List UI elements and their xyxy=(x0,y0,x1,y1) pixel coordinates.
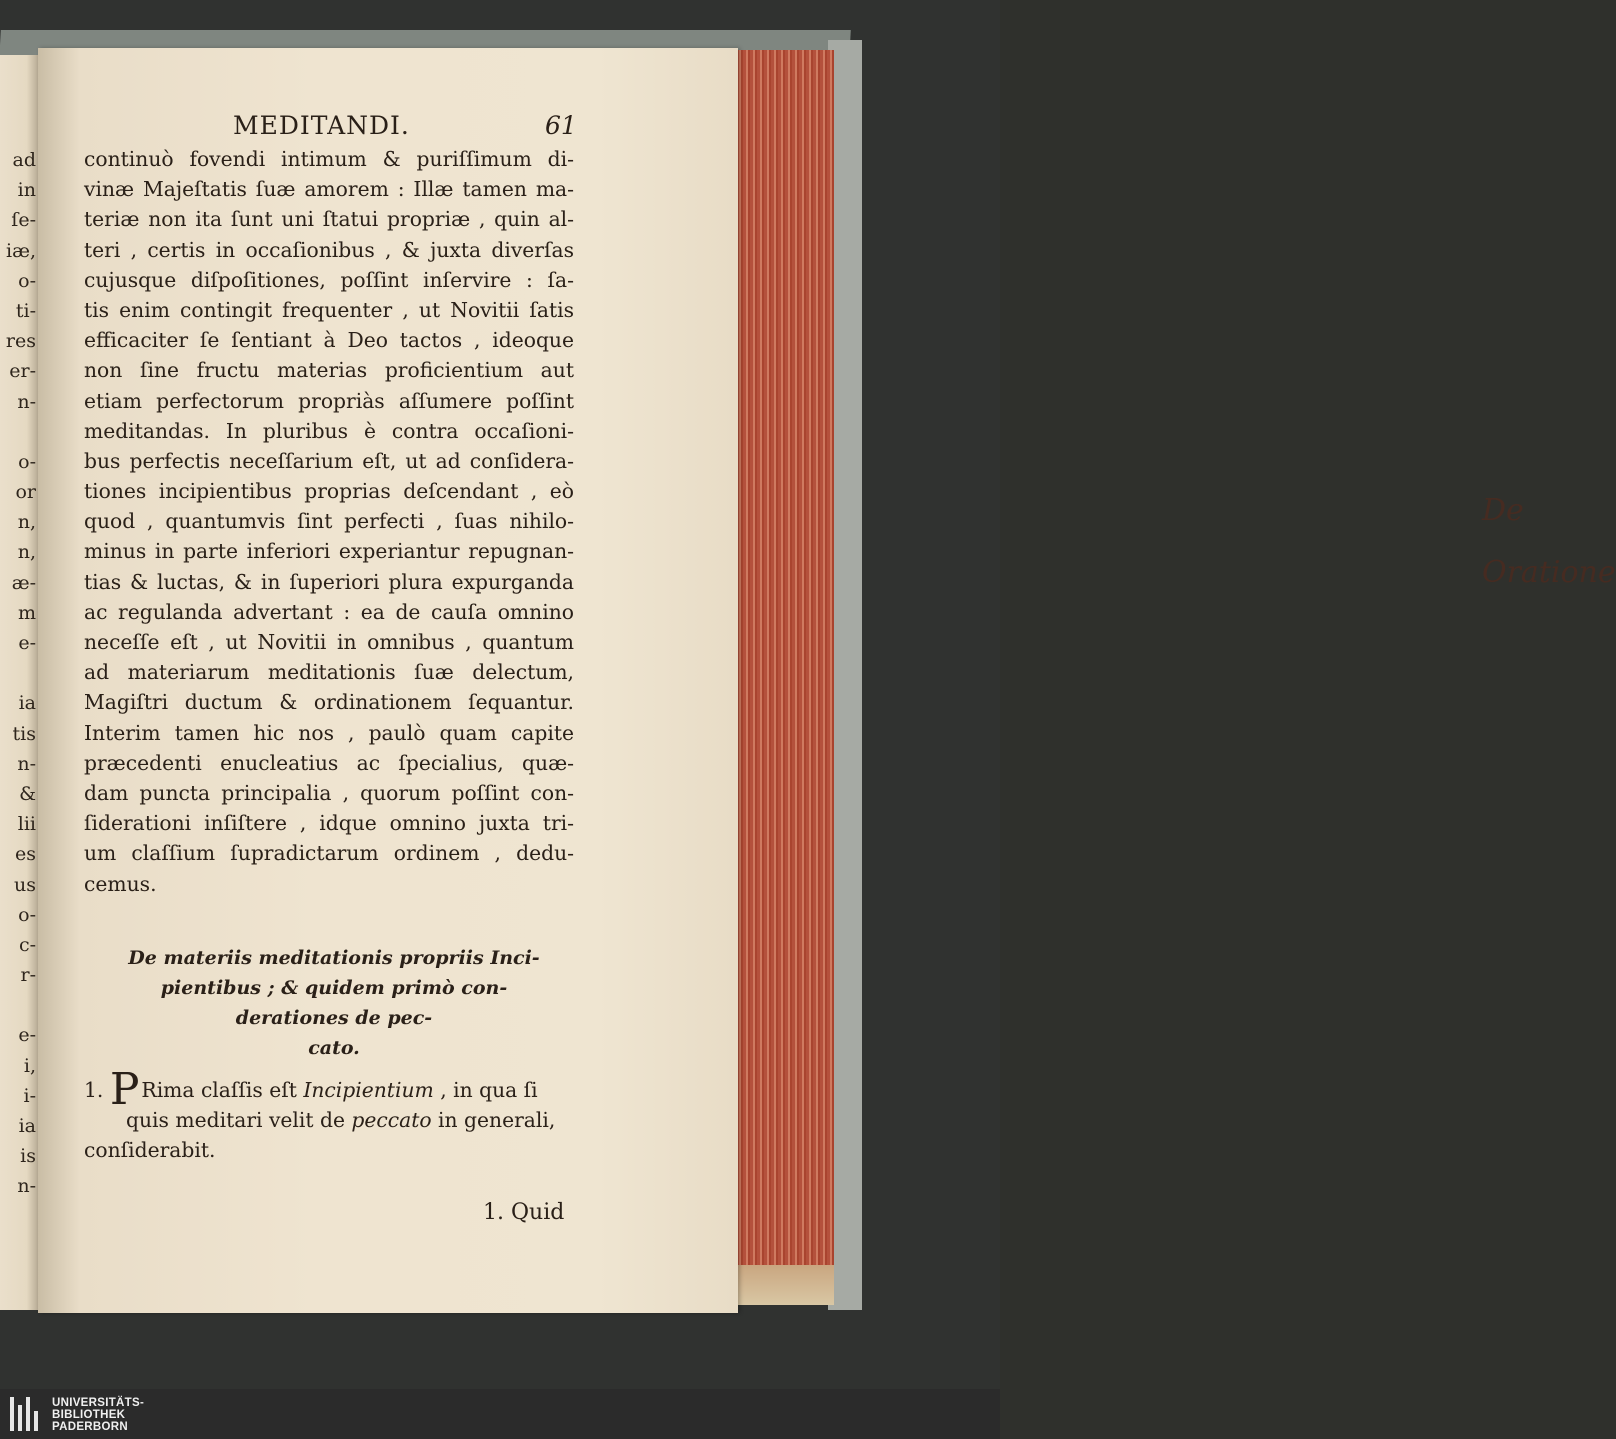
text-line: tis enim contingit frequenter , ut Novitii ſatis xyxy=(84,297,574,322)
right-page xyxy=(38,48,738,1313)
left-page-fragment: ti- xyxy=(15,299,36,322)
left-page-fragment: iæ, xyxy=(6,239,36,262)
drop-cap: P xyxy=(109,1064,140,1115)
left-page-fragment: ad xyxy=(12,149,36,171)
left-page-fragment: n, xyxy=(17,511,36,534)
text-line: neceſſe eſt , ut Novitii in omnibus , quantum xyxy=(84,630,574,654)
left-page-fragment: i- xyxy=(23,1084,36,1107)
numbered-paragraph xyxy=(84,1064,574,1166)
text-line: teri , certis in occaſionibus , & juxta diverſas xyxy=(84,237,574,262)
left-page-fragment: lii xyxy=(17,813,36,836)
left-page-fragment: res xyxy=(5,330,36,353)
text-line: etiam perfectorum propriàs aſſumere poſſint xyxy=(84,388,574,413)
left-page-fragment: in xyxy=(17,179,36,202)
page-number: 61 xyxy=(545,111,577,140)
text-line: cemus. xyxy=(84,871,157,896)
text-line: tias & luctas, & in ſuperiori plura expurganda xyxy=(84,569,574,594)
left-page-fragment: us xyxy=(14,873,36,896)
footer-strip xyxy=(0,1389,1000,1439)
left-page-fragment xyxy=(0,417,40,447)
text-line: vinæ Majeſtatis ſuæ amorem : Illæ tamen ma- xyxy=(84,177,574,202)
section-heading xyxy=(94,943,574,1063)
text-line: quis meditari velit de peccato in generali, xyxy=(126,1108,556,1133)
text-line: teriæ non ita ſunt uni ſtatui propriæ , quin al- xyxy=(84,207,574,232)
left-page-fragment: e- xyxy=(18,1024,36,1047)
section-heading-line: cato. xyxy=(308,1037,360,1059)
left-page-fragment: es xyxy=(15,843,36,866)
page-edges xyxy=(736,50,1616,1305)
left-page-fragment: & xyxy=(19,782,36,805)
left-page-fragment: o- xyxy=(18,269,36,292)
left-page-fragment: æ- xyxy=(11,571,36,594)
left-page-fragment: i, xyxy=(23,1054,36,1077)
text-line: non ſine fructu materias proficientium aut xyxy=(84,358,574,383)
text-line: cujusque diſpoſitiones, poſſint inſervire : ſa- xyxy=(84,267,574,292)
text-line: dam puncta principalia , quorum poſſint con- xyxy=(84,780,574,805)
left-page-fragment: ſe- xyxy=(11,209,36,232)
text-line: præcedenti enucleatius ac ſpecialius, quæ- xyxy=(84,750,574,775)
text-line: meditandas. In pluribus è contra occaſioni- xyxy=(84,418,574,443)
left-page-fragment: ia xyxy=(18,1115,36,1137)
text-line: ad materiarum meditationis ſuæ delectum, xyxy=(84,660,574,685)
left-page-fragments xyxy=(0,145,40,1202)
left-page-fragment: r- xyxy=(20,964,36,987)
left-page-fragment: ia xyxy=(18,692,36,715)
library-name: UNIVERSITÄTS- BIBLIOTHEK PADERBORN xyxy=(52,1397,145,1433)
text-line: efficaciter ſe ſentiant à Deo tactos , ideoque xyxy=(84,328,574,353)
text-line: conſiderabit. xyxy=(84,1138,216,1163)
page-edge-note: De Oratione xyxy=(1482,493,1616,590)
section-heading-line: derationes de pec- xyxy=(235,1007,433,1029)
paragraph-number: 1. xyxy=(84,1078,104,1102)
running-head: MEDITANDI. xyxy=(233,111,410,140)
section-heading-line: De materiis meditationis propriis Inci- xyxy=(128,947,540,969)
section-heading-line: pientibus ; & quidem primò con- xyxy=(160,977,508,999)
left-page-fragment xyxy=(0,658,40,688)
left-page-fragment: o- xyxy=(18,450,36,473)
text-line: Magiſtri ductum & ordinationem ſequantur. xyxy=(84,690,574,715)
left-page-fragment: o- xyxy=(18,903,36,926)
left-page-fragment: n- xyxy=(17,1175,36,1198)
left-page-fragment: c- xyxy=(18,933,36,956)
left-page-fragment: n- xyxy=(17,752,36,775)
text-line: 1. PRima claſſis eſt Incipientium , in qua ſi xyxy=(84,1064,538,1115)
left-page-fragment: n, xyxy=(17,541,36,564)
body-paragraph xyxy=(84,144,574,899)
text-line: ac regulanda advertant : ea de cauſa omnino xyxy=(84,599,574,624)
text-line: Interim tamen hic nos , paulò quam capite xyxy=(84,720,574,745)
left-page-fragment: er- xyxy=(9,360,36,383)
left-page-fragment: or xyxy=(15,481,36,504)
catchword: 1. Quid xyxy=(483,1200,565,1225)
left-page-fragment xyxy=(0,990,40,1020)
text-line: continuò fovendi intimum & puriſſimum di- xyxy=(84,147,574,171)
text-line: minus in parte inferiori experiantur repugnan- xyxy=(84,539,574,564)
text-line: tiones incipientibus proprias deſcendant , eò xyxy=(84,479,574,504)
left-page-fragment: m xyxy=(17,601,36,624)
left-page-fragment: tis xyxy=(12,722,36,745)
library-logo-icon xyxy=(10,1397,44,1431)
text-line: um claſſium ſupradictarum ordinem , dedu- xyxy=(84,841,574,866)
text-line: bus perfectis neceſſarium eſt, ut ad conſidera- xyxy=(84,448,574,473)
text-line: ſiderationi inſiſtere , idque omnino juxta tri- xyxy=(84,811,574,836)
text-line: quod , quantumvis ſint perfecti , ſuas nihilo- xyxy=(84,509,574,534)
left-page-fragment: e- xyxy=(18,632,36,654)
left-page-fragment: is xyxy=(20,1145,36,1168)
left-page-fragment: n- xyxy=(17,390,36,413)
